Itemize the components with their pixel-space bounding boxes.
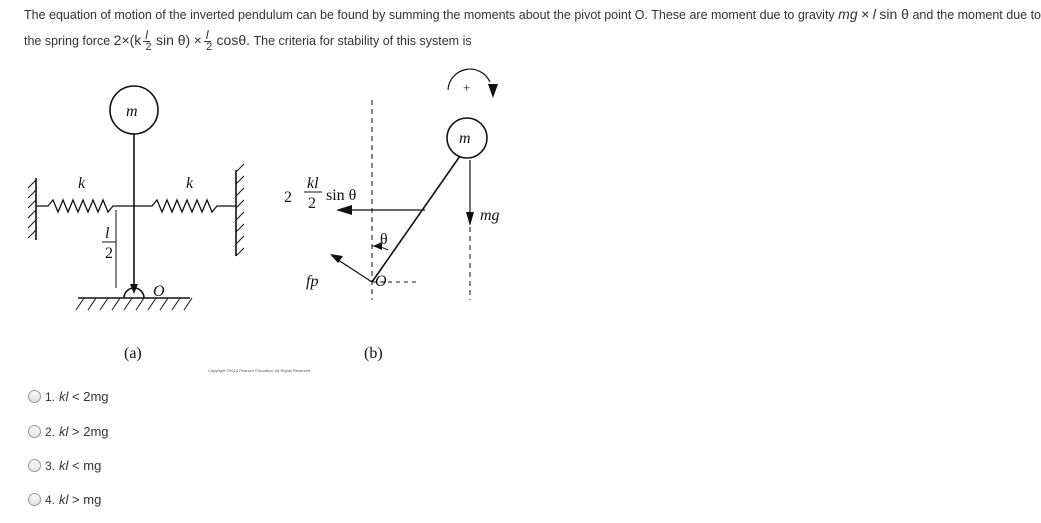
question-text-1-end: and the moment due to bbox=[912, 8, 1041, 22]
mass-b-label: m bbox=[459, 130, 471, 147]
option-4-lhs: kl bbox=[59, 492, 69, 507]
option-1-op: < bbox=[72, 389, 80, 404]
option-4-number: 4. bbox=[45, 492, 56, 507]
k-right-label: k bbox=[186, 175, 194, 192]
question-line-2 bbox=[24, 30, 472, 53]
l-label: l bbox=[105, 225, 110, 242]
question-line-1 bbox=[24, 6, 1041, 22]
option-3-number: 3. bbox=[45, 458, 56, 473]
fraction-l-over-2: $\frac{l}{2}$ bbox=[145, 28, 152, 53]
plus-label: + bbox=[463, 80, 471, 95]
pivot-a-label: O bbox=[153, 283, 165, 300]
option-2-lhs: kl bbox=[59, 424, 69, 439]
option-4[interactable] bbox=[28, 492, 101, 507]
k-left-label: k bbox=[78, 175, 86, 192]
pivot-b-label: O bbox=[375, 273, 387, 290]
pendulum-figure bbox=[20, 60, 520, 380]
spring-left bbox=[36, 200, 134, 212]
option-3-op: < bbox=[72, 458, 80, 473]
option-2-rhs: 2mg bbox=[83, 424, 109, 439]
sin-term: sin θ bbox=[879, 6, 909, 22]
option-4-op: > bbox=[72, 492, 80, 507]
spring-term-start: 2×(k bbox=[113, 31, 142, 48]
times-sign-2: × bbox=[193, 31, 202, 48]
spring-force-den: 2 bbox=[308, 195, 316, 212]
theta-label: θ bbox=[380, 231, 388, 248]
option-1-rhs: 2mg bbox=[83, 389, 109, 404]
option-2-op: > bbox=[72, 424, 80, 439]
option-3-lhs: kl bbox=[59, 458, 69, 473]
spring-force-coef: 2 bbox=[284, 189, 292, 206]
option-4-rhs: mg bbox=[83, 492, 102, 507]
option-2-radio[interactable] bbox=[28, 425, 41, 438]
mg-term: mg bbox=[838, 6, 858, 22]
option-4-radio[interactable] bbox=[28, 493, 41, 506]
spring-force-num: kl bbox=[307, 175, 319, 192]
option-1-lhs: kl bbox=[59, 389, 69, 404]
spring-sin-term: sin θ) bbox=[155, 31, 191, 48]
option-3[interactable] bbox=[28, 458, 101, 473]
cos-term: cosθ. bbox=[216, 31, 250, 48]
option-3-radio[interactable] bbox=[28, 459, 41, 472]
fp-label: fp bbox=[306, 273, 319, 290]
fraction-l-over-2-b: $\frac{l}{2}$ bbox=[205, 28, 213, 53]
spring-right bbox=[134, 200, 236, 212]
option-2[interactable] bbox=[28, 424, 109, 439]
option-1-radio[interactable] bbox=[28, 390, 41, 403]
option-2-number: 2. bbox=[45, 424, 56, 439]
copyright-text: Copyright ©2014 Pearson Education, All Rights Reserved bbox=[208, 368, 311, 373]
caption-a: (a) bbox=[124, 345, 142, 362]
option-3-rhs: mg bbox=[83, 458, 102, 473]
option-1[interactable] bbox=[28, 389, 109, 404]
two-label: 2 bbox=[105, 245, 113, 262]
mg-label: mg bbox=[480, 207, 500, 224]
rod-b bbox=[372, 156, 460, 282]
question-text-2: the spring force bbox=[24, 33, 111, 48]
mass-a-label: m bbox=[126, 103, 138, 120]
caption-b: (b) bbox=[364, 345, 383, 362]
l-term: l bbox=[872, 6, 876, 22]
question-text-2-end: The criteria for stability of this system is bbox=[253, 33, 472, 48]
question-text-1: The equation of motion of the inverted pendulum can be found by summing the moments about the pivot point O. These are moment due to gravity bbox=[24, 8, 835, 22]
option-1-number: 1. bbox=[45, 389, 56, 404]
spring-force-sin: sin θ bbox=[326, 187, 357, 204]
times-sign: × bbox=[861, 6, 870, 22]
